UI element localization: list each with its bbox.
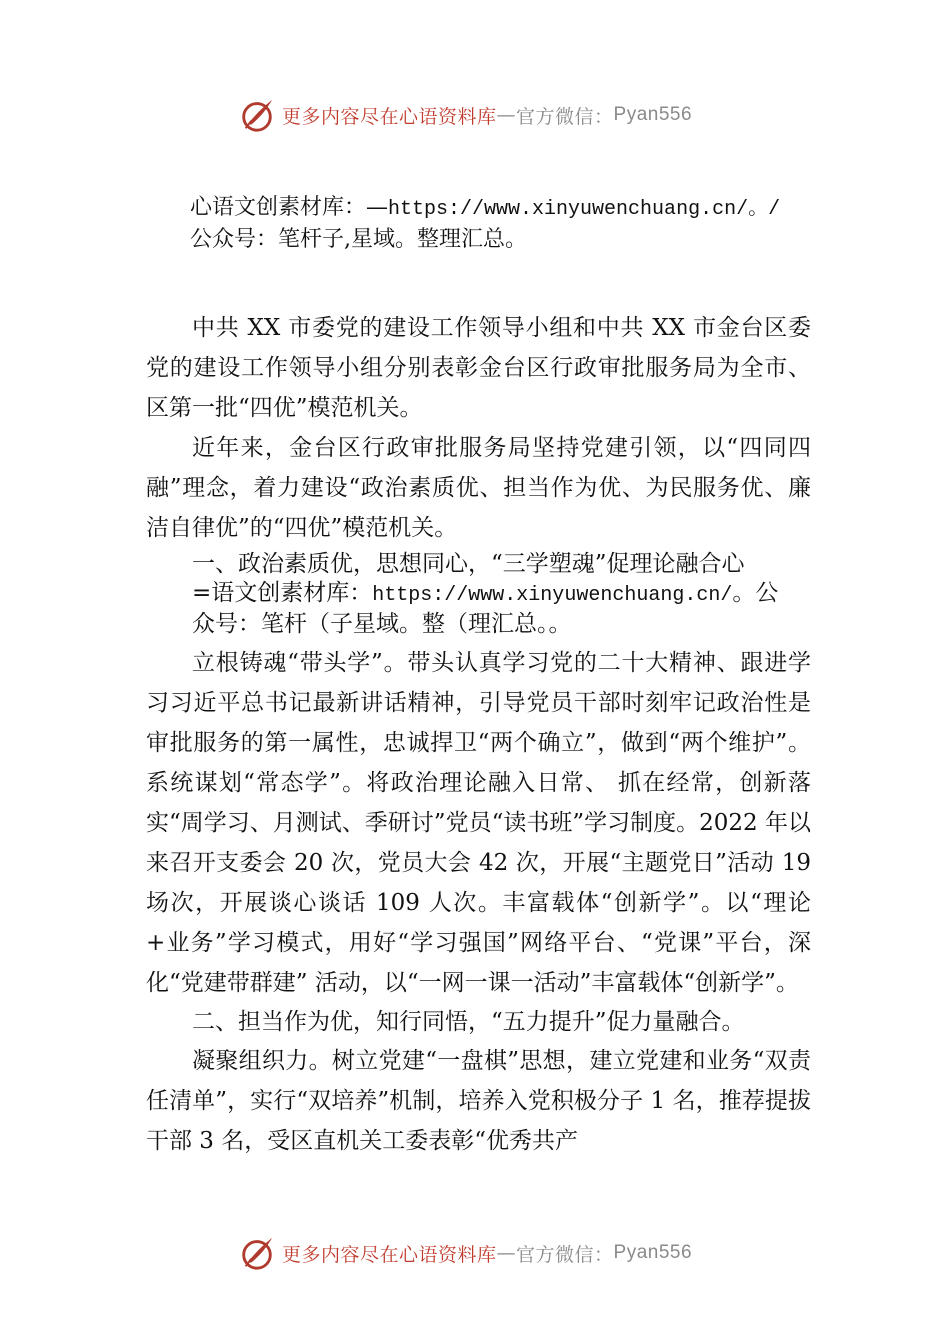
paragraph-2: 近年来，金台区行政审批服务局坚持党建引领，以“四同四融”理念，着力建设“政治素质优、担当作为优、为民服务优、廉洁自律优”的“四优”模范机关。 <box>146 435 811 541</box>
quill-seal-icon <box>238 96 276 134</box>
source-line-2: 公众号：笔杆子,星域。整理汇总。 <box>190 227 527 252</box>
section-heading-1: 一、政治素质优，思想同心，“三学塑魂”促理论融合心 <box>192 551 745 577</box>
watermark-dash-bottom: — <box>496 1242 517 1264</box>
source-url: https://www.xinyuwenchuang.cn/。/ <box>388 198 781 221</box>
quill-seal-icon <box>238 1234 276 1272</box>
paragraph-1: 中共 XX 市委党的建设工作领导小组和中共 XX 市金台区委党的建设工作领导小组分别表彰金台区行政审批服务局为全市、区第一批“四优”模范机关。 <box>146 315 811 421</box>
paragraph-3: 立根铸魂“带头学”。带头认真学习党的二十大精神、跟进学习习近平总书记最新讲话精神，引导党员干部时刻牢记政治性是审批服务的第一属性，忠诚捍卫“两个确立”，做到“两个维护”。系统谋划“常态学”。将政治理论融入日常、 抓在经常，创新落实“周学习、月测试、季研讨”党员“读书班”学习制度。2022 年以来召开支委会 20 次，党员大会 42 次，开展“主题党日”活动 19 场次，开展谈心谈话 109 人次。丰富载体“创新学”。以“理论+业务”学习模式，用好“学习强国”网络平台、“党课”平台，深化“党建带群建” 活动，以“一网一课一活动”丰富载体“创新学”。 <box>146 650 812 996</box>
section-heading-1-with-insert <box>146 550 811 639</box>
source-note <box>190 193 870 255</box>
insert-url: https://www.xinyuwenchuang.cn/ <box>372 584 733 607</box>
document-body <box>146 308 811 1161</box>
watermark-banner-top <box>238 95 692 135</box>
watermark-brand: 更多内容尽在心语资料库 <box>282 105 497 128</box>
watermark-brand-bottom: 更多内容尽在心语资料库 <box>282 1243 497 1266</box>
watermark-wechat-id: Pyan556 <box>613 104 693 125</box>
paragraph-4: 凝聚组织力。树立党建“一盘棋”思想，建立党建和业务“双责任清单”，实行“双培养”机制，培养入党积极分子 1 名，推荐提拔干部 3 名，受区直机关工委表彰“优秀共产 <box>146 1048 811 1154</box>
insert-prefix: =语文创素材库： <box>192 580 373 606</box>
section-heading-2: 二、担当作为优，知行同悟，“五力提升”促力量融合。 <box>192 1009 745 1035</box>
watermark-dash: — <box>496 104 517 126</box>
source-prefix: 心语文创素材库：— <box>190 195 389 220</box>
watermark-wechat-id-bottom: Pyan556 <box>613 1242 693 1263</box>
watermark-wechat-label: 官方微信： <box>516 105 614 128</box>
watermark-wechat-label-bottom: 官方微信： <box>516 1243 614 1266</box>
watermark-banner-bottom <box>238 1233 692 1273</box>
source-line-1 <box>190 193 870 225</box>
insert-suffix: 。公 <box>732 580 779 606</box>
insert-line-2: 众号：笔杆（子星域。整（理汇总。。 <box>192 611 572 637</box>
